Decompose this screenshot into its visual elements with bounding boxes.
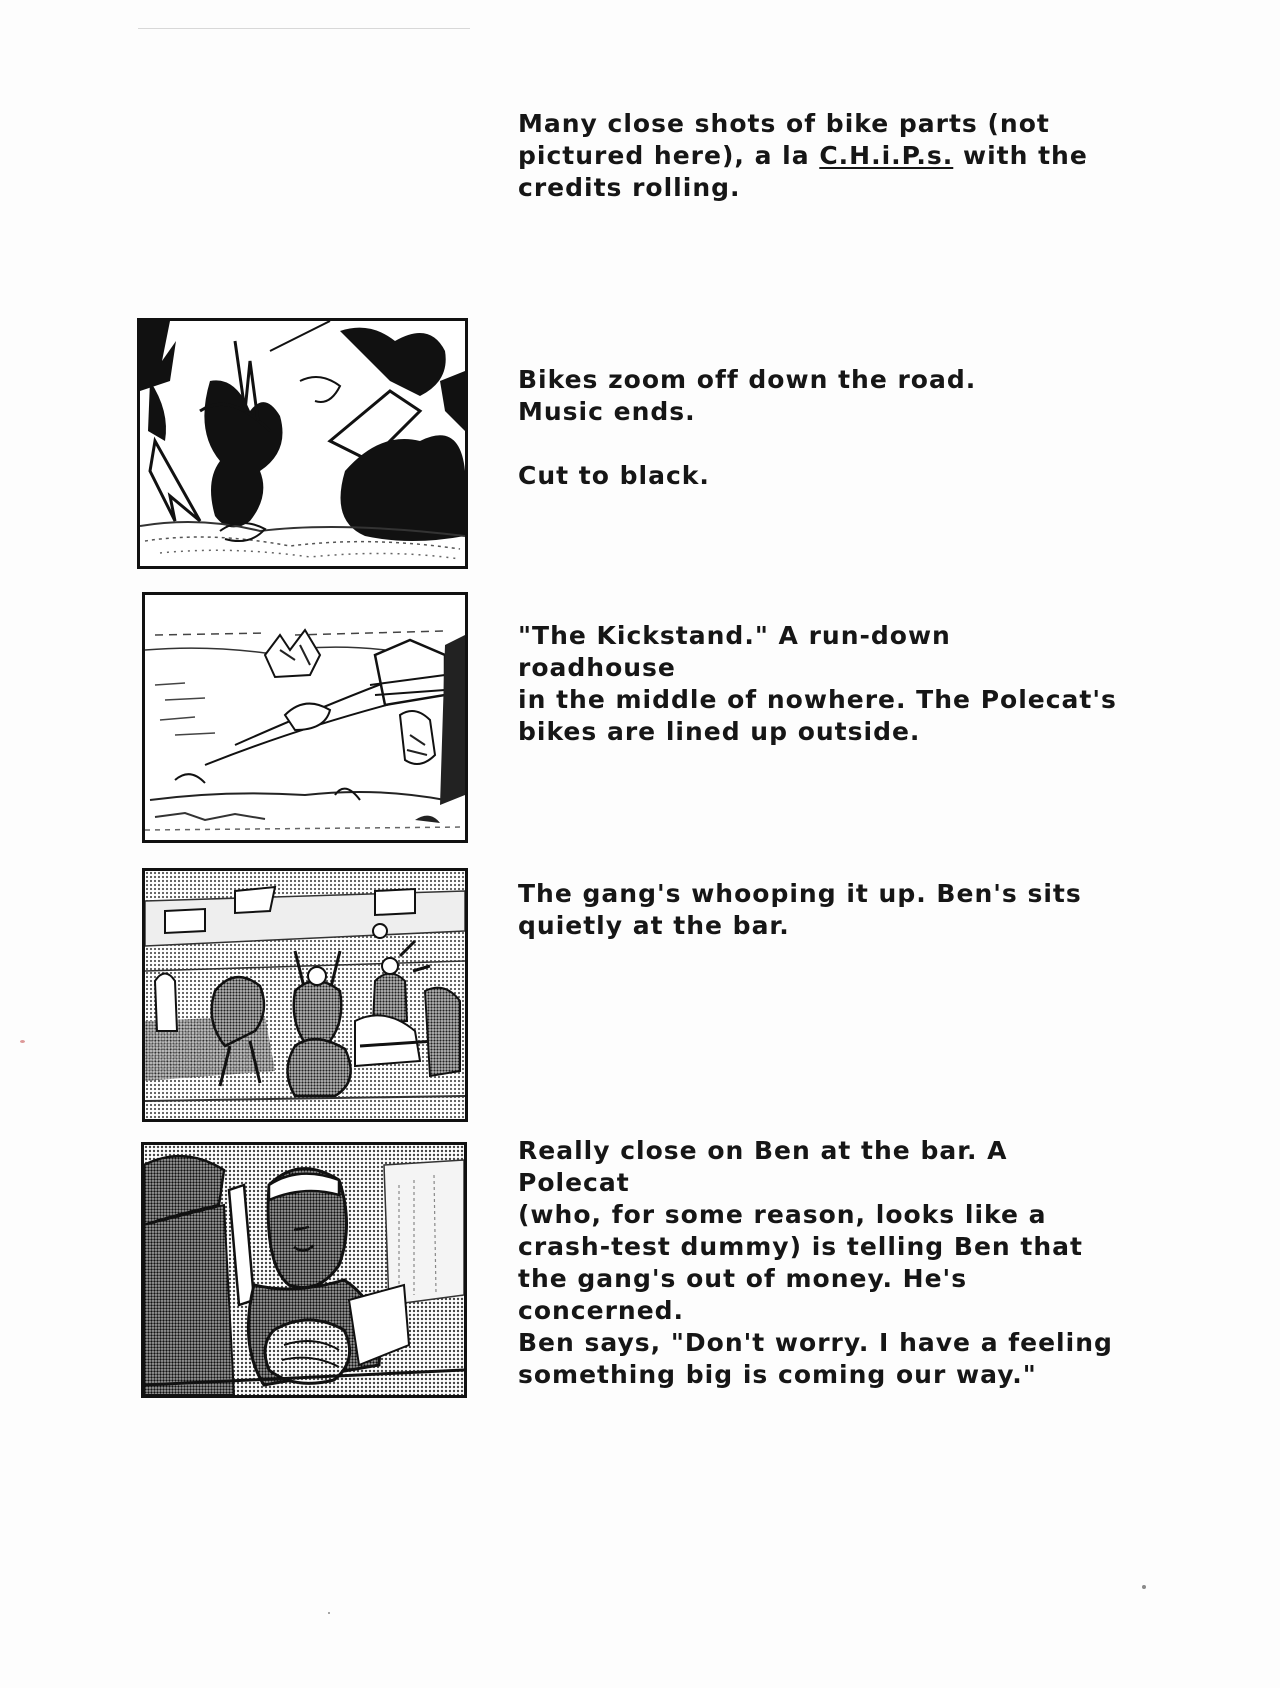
- scan-speck: [328, 1612, 330, 1614]
- panel-kickstand: [142, 592, 468, 843]
- scan-speck: [1142, 1585, 1146, 1589]
- caption-credits-after: with the credits rolling.: [518, 141, 1088, 202]
- caption-kickstand: "The Kickstand." A run-down roadhouse in the middle of nowhere. The Polecat's bikes are lined up outside.: [518, 621, 1117, 746]
- caption-credits-before: Many close shots of bike parts (not pictured here), a la: [518, 109, 1050, 170]
- scan-speck: [20, 1040, 25, 1043]
- bar-crowd-sketch-icon: [145, 871, 465, 1119]
- top-rule: [138, 28, 470, 29]
- panel-bikes-zoom: [137, 318, 468, 569]
- caption-bikes-zoom: Bikes zoom off down the road. Music ends. Cut to black.: [518, 365, 977, 490]
- caption-gang: The gang's whooping it up. Ben's sits quietly at the bar.: [518, 879, 1082, 940]
- ben-closeup-sketch-icon: [144, 1145, 464, 1395]
- panel-ben-close: [141, 1142, 467, 1398]
- caption-credits: [518, 108, 1118, 204]
- chips-underlined-title: C.H.i.P.s.: [819, 141, 954, 170]
- panel-gang: [142, 868, 468, 1122]
- caption-ben-close: Really close on Ben at the bar. A Polecat (who, for some reason, looks like a crash-test dummy) is telling Ben that the gang's out of money. He's concerned. Ben says, "Don't worry. I have a feeling something big is coming our way.": [518, 1136, 1113, 1389]
- motorcycle-wheels-sketch-icon: [140, 321, 465, 566]
- roadhouse-landscape-sketch-icon: [145, 595, 465, 840]
